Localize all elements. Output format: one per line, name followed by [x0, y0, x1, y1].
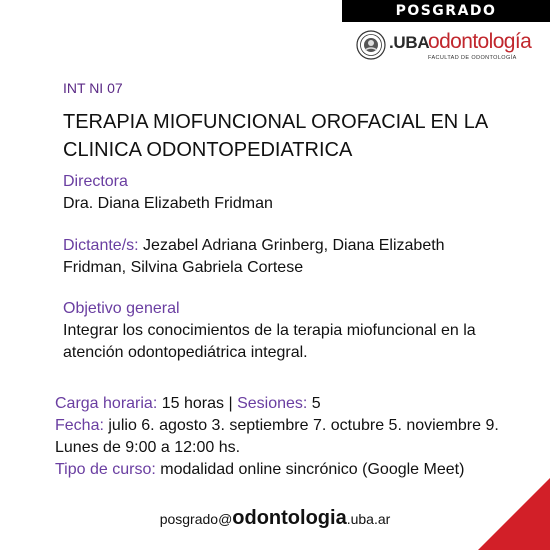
email-domain: odontologia [232, 507, 347, 529]
logo-odontologia-text: odontología [428, 30, 532, 53]
logo-uba-text: .UBA [389, 33, 430, 52]
carga-value: 15 horas [161, 395, 224, 412]
separator: | [228, 395, 233, 412]
fecha-value: julio 6. agosto 3. septiembre 7. octubre 5. noviembre 9. Lunes de 9:00 a 12:00 hs. [55, 417, 499, 456]
course-code: INT NI 07 [63, 80, 123, 96]
logo-subtitle: FACULTAD DE ODONTOLOGÍA [428, 55, 517, 61]
dictantes-value: Jezabel Adriana Grinberg, Diana Elizabeth Fridman, Silvina Gabriela Cortese [63, 237, 445, 276]
fecha-line [55, 415, 525, 459]
objetivo-label: Objetivo general [63, 300, 180, 317]
carga-horaria-line [55, 393, 525, 415]
course-title: TERAPIA MIOFUNCIONAL OROFACIAL EN LA CLINICA ODONTOPEDIATRICA [63, 111, 488, 161]
dictantes-section [63, 235, 503, 279]
uba-odontologia-logo [356, 30, 536, 64]
email-user: posgrado@ [159, 511, 233, 527]
objetivo-value: Integrar los conocimientos de la terapia miofuncional en la atención odontopediátrica integral. [63, 322, 476, 361]
corner-decoration [478, 478, 550, 550]
directora-label: Directora [63, 173, 128, 190]
contact-email[interactable] [0, 507, 550, 530]
fecha-label: Fecha: [55, 417, 104, 434]
posgrado-banner [342, 0, 550, 22]
sesiones-value: 5 [311, 395, 321, 412]
tipo-curso-line [55, 459, 525, 481]
carga-label: Carga horaria: [55, 395, 158, 412]
university-seal-icon [356, 30, 386, 60]
tipo-label: Tipo de curso: [55, 461, 156, 478]
dictantes-label: Dictante/s: [63, 237, 139, 254]
tipo-value: modalidad online sincrónico (Google Meet) [160, 461, 465, 478]
sesiones-label: Sesiones: [237, 395, 308, 412]
posgrado-banner-text: POSGRADO [395, 3, 497, 19]
directora-value: Dra. Diana Elizabeth Fridman [63, 195, 273, 212]
email-tld: .uba.ar [346, 511, 391, 527]
